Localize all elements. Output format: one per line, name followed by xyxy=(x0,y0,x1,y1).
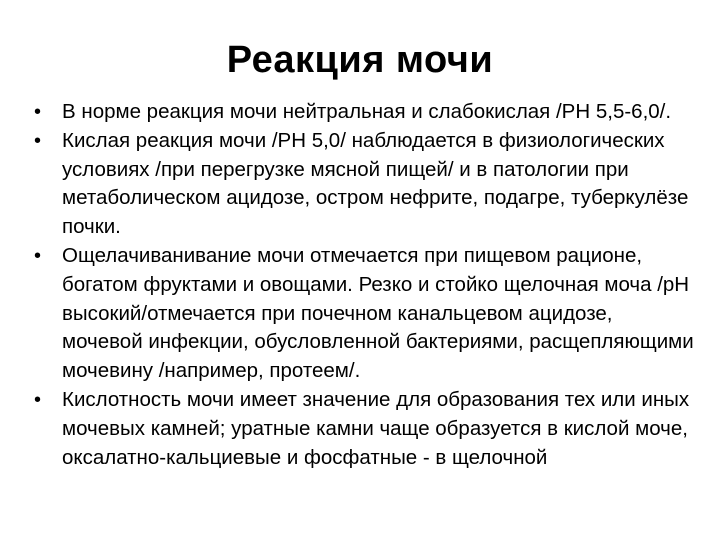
bullet-text: Кислотность мочи имеет значение для образования тех или иных мочевых камней; уратные камни чаще образуется в кислой моче, оксалатно-кальциевые и фосфатные - в щелочной xyxy=(62,387,690,469)
bullet-point-icon: • xyxy=(34,129,42,152)
bullet-point-icon: • xyxy=(34,244,42,267)
bullet-item xyxy=(34,127,694,242)
bullet-list xyxy=(34,98,694,472)
bullet-text: Ощелачиванивание мочи отмечается при пищевом рационе, богатом фруктами и овощами. Резко и стойко щелочная моча /рН высокий/отмечается при почечном канальцевом ацидозе, мочевой инфекции, обусловленной бактериями, расщепляющими мочевину /например, протеем/. xyxy=(62,243,694,383)
bullet-item xyxy=(34,386,694,472)
bullet-item xyxy=(34,98,694,127)
bullet-text: Кислая реакция мочи /PH 5,0/ наблюдается в физиологических условиях /при перегрузке мясной пищей/ и в патологии при метаболическом ацидозе, остром нефрите, подагре, туберкулёзе почки. xyxy=(62,128,689,239)
slide-title: Реакция мочи xyxy=(226,39,494,81)
bullet-text: В норме реакция мочи нейтральная и слабокислая /PH 5,5-6,0/. xyxy=(62,100,672,123)
bullet-item xyxy=(34,242,694,386)
bullet-point-icon: • xyxy=(34,388,42,411)
bullet-point-icon: • xyxy=(34,101,42,123)
